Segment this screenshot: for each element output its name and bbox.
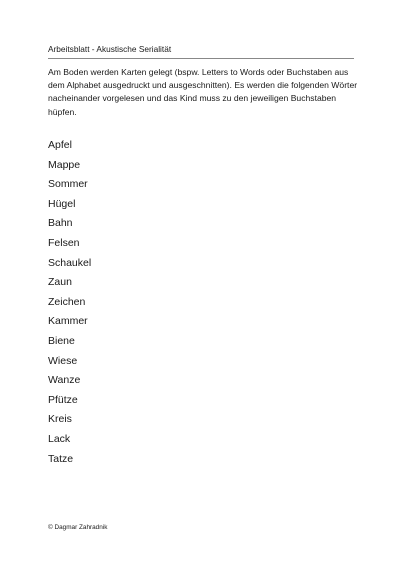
document-title: Arbeitsblatt - Akustische Serialität [48, 44, 172, 54]
word-item: Pfütze [48, 393, 78, 406]
word-list [48, 136, 91, 469]
word-item: Mappe [48, 158, 81, 171]
word-item: Kreis [48, 413, 72, 426]
word-item: Felsen [48, 236, 80, 249]
word-item: Lack [48, 432, 71, 445]
word-item: Sommer [48, 178, 88, 191]
word-item: Tatze [48, 452, 74, 465]
word-item: Bahn [48, 217, 73, 230]
instructions-paragraph: Am Boden werden Karten gelegt (bspw. Letters to Words oder Buchstaben aus dem Alphabet ausgedruckt und ausgeschnitten). Es werden die folgenden Wörter nacheinander vorgelesen und das Kind muss zu den jeweiligen Buchstaben hüpfen. [48, 67, 358, 117]
word-item: Kammer [48, 315, 88, 328]
word-item: Zeichen [48, 295, 86, 308]
word-item: Biene [48, 334, 75, 347]
word-item: Schaukel [48, 256, 92, 269]
word-item: Apfel [48, 139, 72, 151]
copyright-footer: © Dagmar Zahradnik [48, 524, 108, 531]
word-item: Hügel [48, 197, 76, 210]
word-item: Wiese [48, 354, 78, 367]
word-item: Wanze [48, 374, 81, 387]
document-header [48, 44, 354, 59]
word-item: Zaun [48, 276, 72, 289]
